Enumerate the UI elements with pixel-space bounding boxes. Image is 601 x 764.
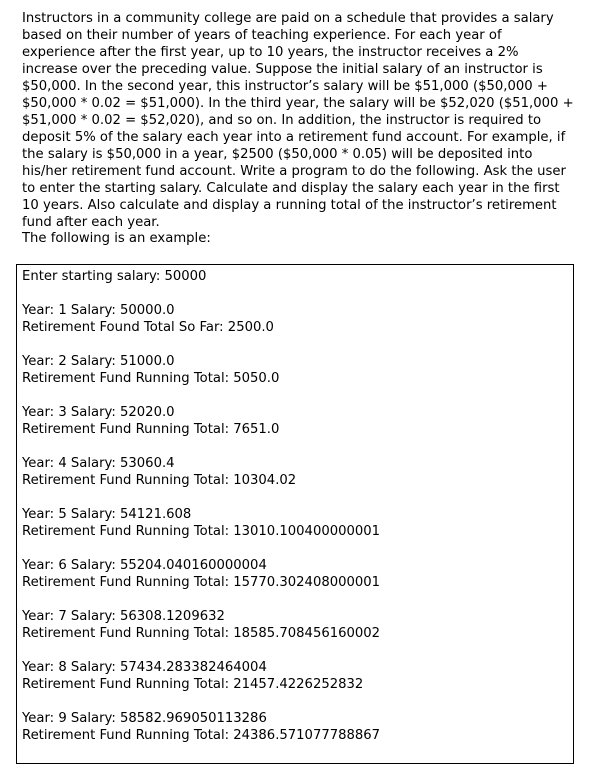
year-salary-line: Year: 9 Salary: 58582.969050113286	[22, 711, 267, 726]
year-fund-line: Retirement Fund Running Total: 5050.0	[22, 371, 280, 386]
example-prompt-line: Enter starting salary: 50000	[22, 269, 207, 284]
year-fund-line: Retirement Fund Running Total: 24386.571077788867	[22, 728, 381, 743]
example-output-lines	[22, 268, 380, 744]
blank-line	[22, 540, 380, 557]
year-fund-line: Retirement Fund Running Total: 21457.4226252832	[22, 677, 364, 692]
year-fund-line: Retirement Fund Running Total: 10304.02	[22, 473, 297, 488]
blank-line	[22, 285, 380, 302]
year-salary-line: Year: 3 Salary: 52020.0	[22, 405, 175, 420]
example-intro: The following is an example:	[22, 231, 211, 246]
example-output-box	[16, 264, 574, 764]
year-salary-line: Year: 4 Salary: 53060.4	[22, 456, 175, 471]
year-salary-line: Year: 6 Salary: 55204.040160000004	[22, 558, 267, 573]
blank-line	[22, 489, 380, 506]
year-salary-line: Year: 5 Salary: 54121.608	[22, 507, 192, 522]
blank-line	[22, 387, 380, 404]
problem-description: Instructors in a community college are paid on a schedule that provides a salary based on their number of years of teaching experience. For each year of experience after the first year, up to 10 years, the instructor receives a 2% increase over the preceding value. Suppose the initial salary of an instructor is $50,000. In the second year, this instructor’s salary will be $51,000 ($50,000 + $50,000 * 0.02 = $51,000). In the third year, the salary will be $52,020 ($51,000 + $51,000 * 0.02 = $52,020), and so on. In addition, the instructor is required to deposit 5% of the salary each year into a retirement fund account. For example, if the salary is $50,000 in a year, $2500 ($50,000 * 0.05) will be deposited into his/her retirement fund account. Write a program to do the following. Ask the user to enter the starting salary. Calculate and display the salary each year in the first 10 years. Also calculate and display a running total of the instructor’s retirement fund after each year.	[22, 11, 574, 230]
year-salary-line: Year: 7 Salary: 56308.1209632	[22, 609, 225, 624]
year-fund-line: Retirement Fund Running Total: 18585.708456160002	[22, 626, 381, 641]
year-fund-line: Retirement Found Total So Far: 2500.0	[22, 320, 274, 335]
blank-line	[22, 642, 380, 659]
year-fund-line: Retirement Fund Running Total: 13010.100400000001	[22, 524, 381, 539]
year-salary-line: Year: 1 Salary: 50000.0	[22, 303, 175, 318]
year-fund-line: Retirement Fund Running Total: 15770.302408000001	[22, 575, 381, 590]
year-salary-line: Year: 8 Salary: 57434.283382464004	[22, 660, 267, 675]
blank-line	[22, 693, 380, 710]
year-fund-line: Retirement Fund Running Total: 7651.0	[22, 422, 280, 437]
blank-line	[22, 336, 380, 353]
blank-line	[22, 591, 380, 608]
blank-line	[22, 438, 380, 455]
year-salary-line: Year: 2 Salary: 51000.0	[22, 354, 175, 369]
